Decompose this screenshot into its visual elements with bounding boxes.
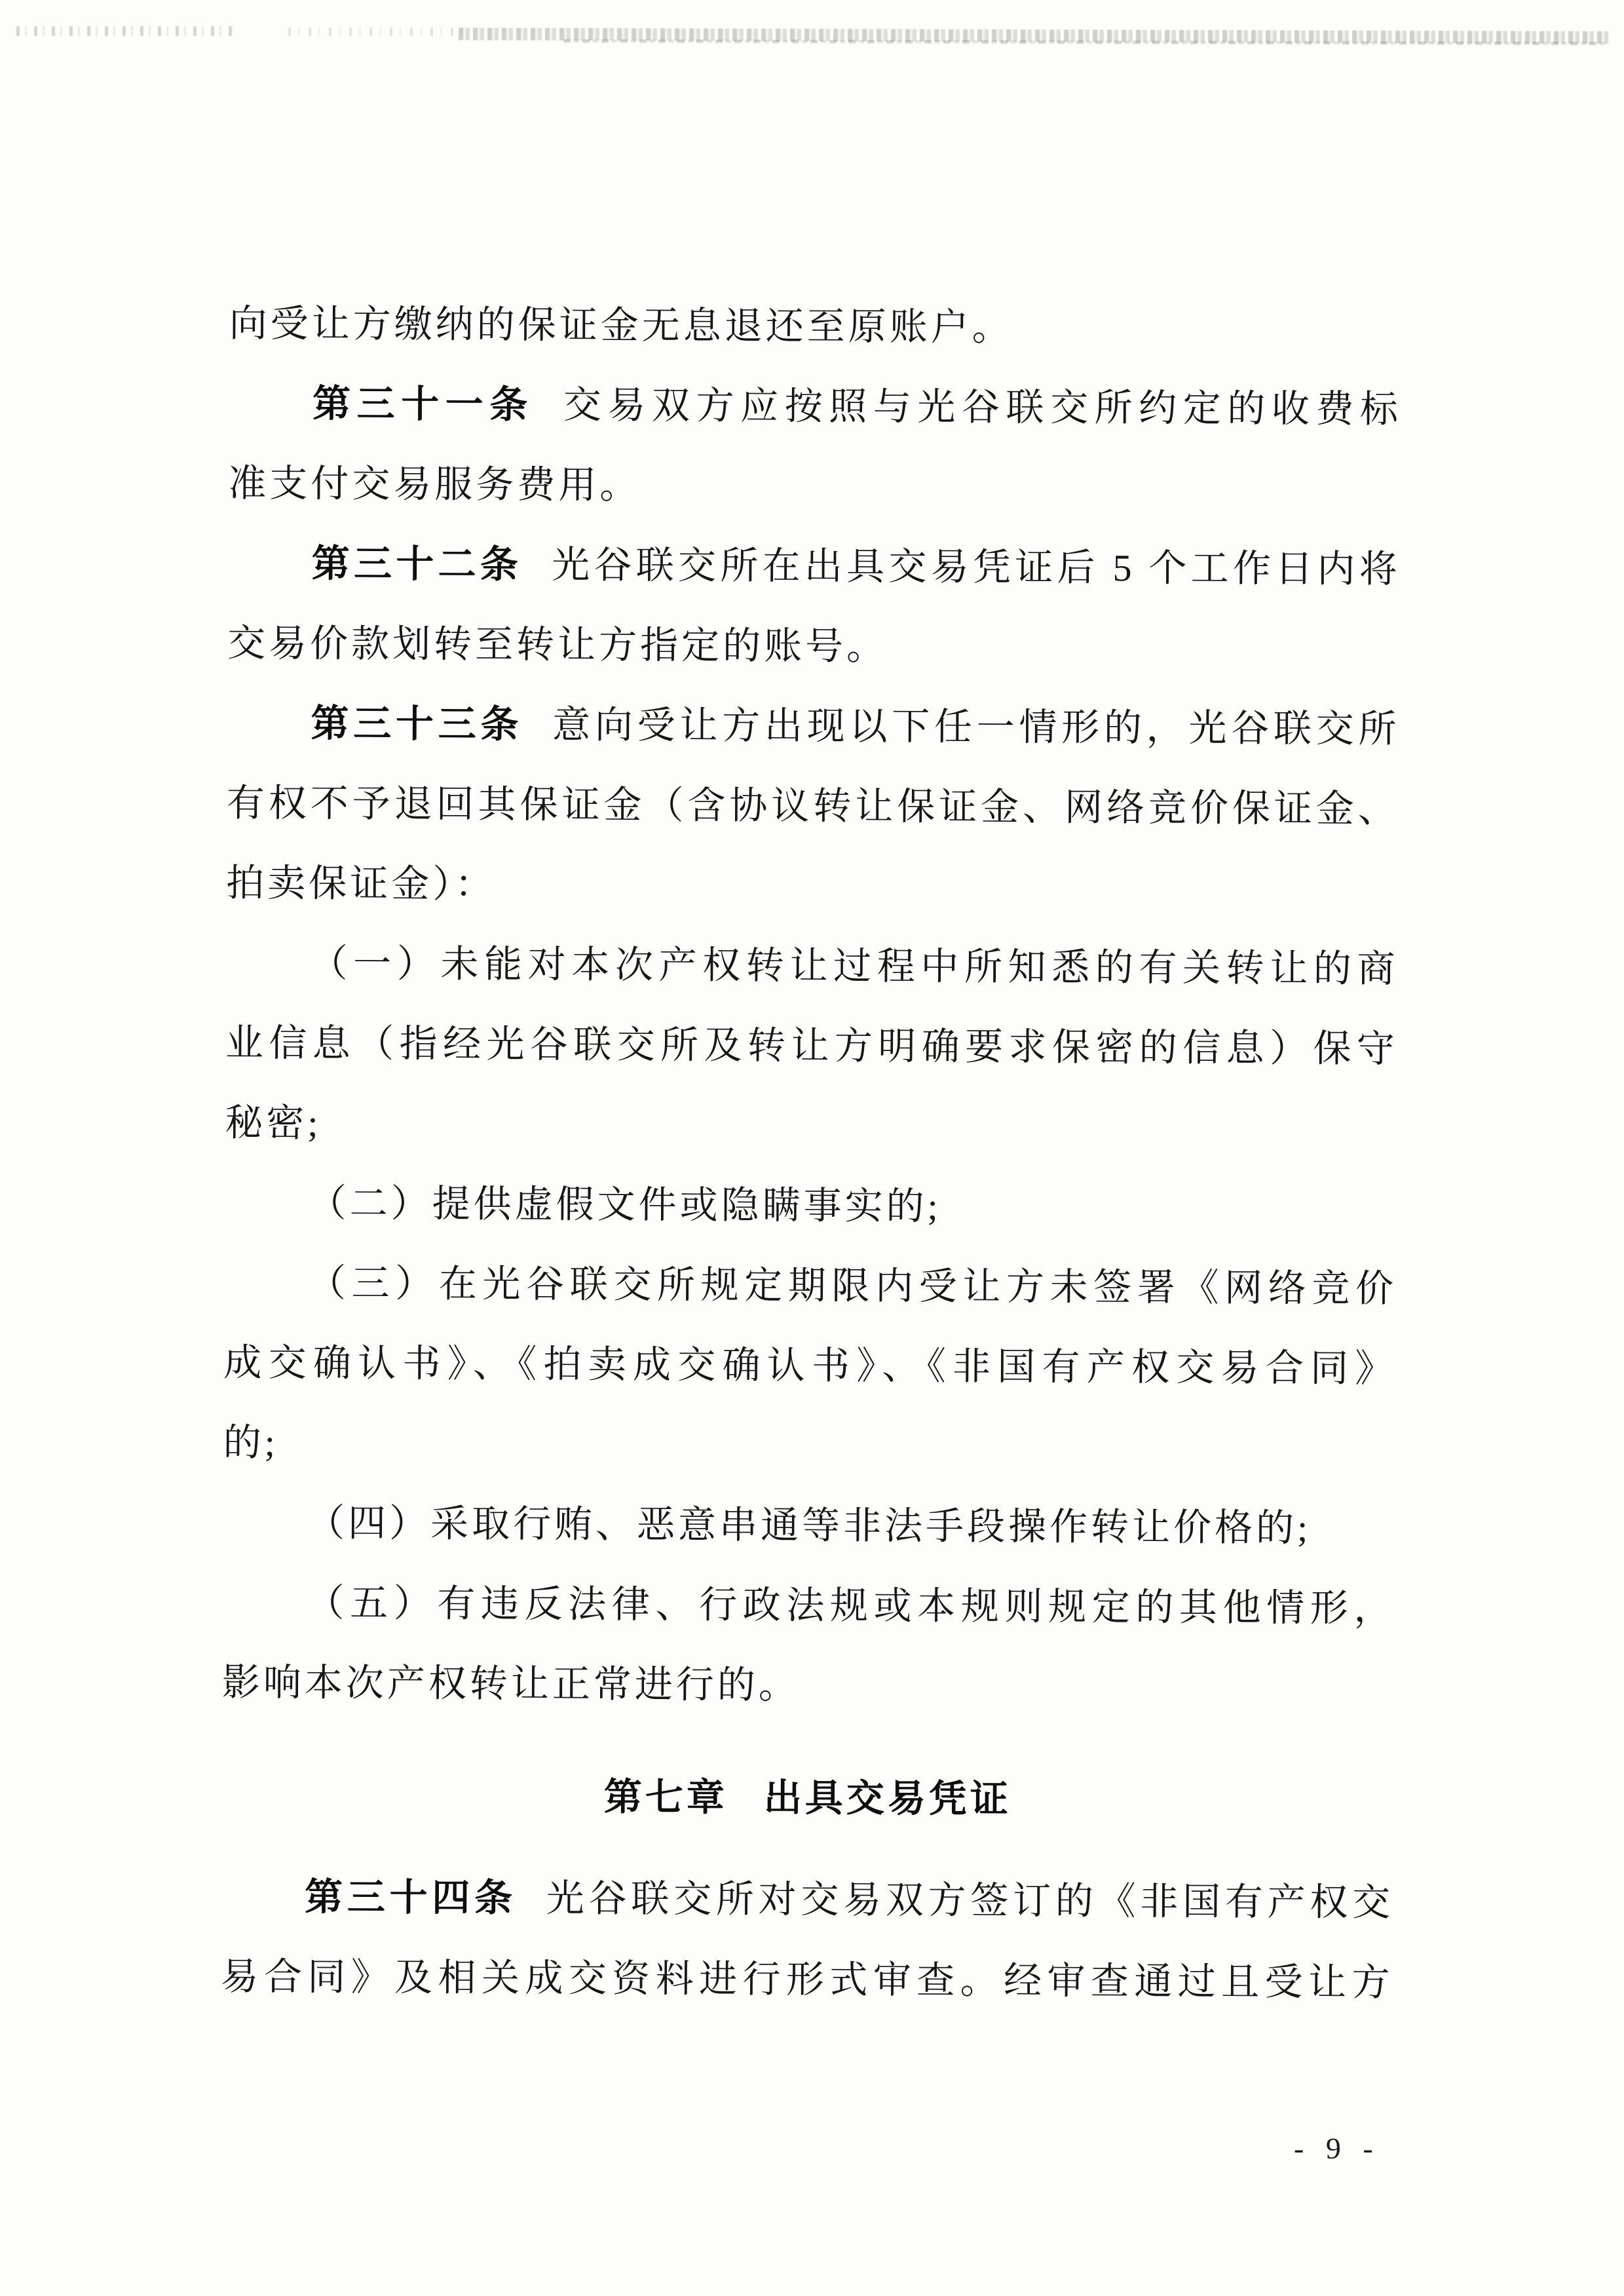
line-text: （二）提供虚假文件或隐瞒事实的; xyxy=(308,1181,941,1228)
line-text: 秘密; xyxy=(225,1101,322,1145)
line-text: 意向受让方出现以下任一情形的，光谷联交所 xyxy=(552,703,1400,751)
line-text: 业信息（指经光谷联交所及转让方明确要求保密的信息）保守 xyxy=(225,1021,1399,1071)
line-text: 易合同》及相关成交资料进行形式审查。经审查通过且受让方 xyxy=(220,1955,1393,2004)
line-text: （三）在光谷联交所规定期限内受让方未签署《网络竞价 xyxy=(307,1261,1397,1311)
line-text: 准支付交易服务费用。 xyxy=(228,461,641,507)
chapter-title: 出具交易凭证 xyxy=(763,1776,1012,1821)
article-number: 第三十二条 xyxy=(311,542,523,586)
text-line xyxy=(222,1563,1395,1649)
text-line xyxy=(226,843,1399,929)
chapter-heading xyxy=(221,1755,1395,1841)
line-text: 向受让方缴纳的保证金无息退还至原账户。 xyxy=(229,301,1013,349)
text-line xyxy=(227,603,1401,689)
line-text: 有权不予退回其保证金（含协议转让保证金、网络竞价保证金、 xyxy=(226,781,1399,831)
line-text: 交易价款划转至转让方指定的账号。 xyxy=(227,621,888,668)
article-start-line xyxy=(227,683,1400,769)
scan-noise-artifact xyxy=(16,26,236,36)
chapter-number: 第七章 xyxy=(603,1776,728,1820)
article-start-line xyxy=(227,524,1401,609)
scan-noise-artifact xyxy=(288,28,465,36)
text-line xyxy=(224,1243,1397,1329)
article-number: 第三十三条 xyxy=(311,702,523,746)
text-line xyxy=(225,923,1399,1009)
article-start-line xyxy=(229,364,1402,450)
line-text: 光谷联交所对交易双方签订的《非国有产权交 xyxy=(546,1877,1394,1924)
line-text: 光谷联交所在出具交易凭证后 5 个工作日内将 xyxy=(551,543,1401,591)
line-text: （四）采取行贿、恶意串通等非法手段操作转让价格的; xyxy=(306,1501,1312,1550)
text-line xyxy=(222,1643,1395,1729)
text-line xyxy=(220,1937,1393,2023)
line-text: 拍卖保证金）： xyxy=(226,861,497,906)
text-line xyxy=(225,1083,1398,1169)
scan-noise-artifact xyxy=(563,39,1605,45)
text-line xyxy=(223,1403,1396,1489)
line-text: 成交确认书》、《拍卖成交确认书》、《非国有产权交易合同》 xyxy=(223,1341,1397,1390)
text-line xyxy=(229,284,1402,370)
article-start-line xyxy=(221,1857,1394,1943)
text-line xyxy=(223,1483,1396,1569)
text-line xyxy=(223,1323,1397,1409)
text-line xyxy=(227,763,1400,849)
text-line xyxy=(225,1003,1399,1089)
article-number: 第三十一条 xyxy=(312,382,535,427)
text-line xyxy=(224,1163,1397,1249)
document-body xyxy=(220,284,1402,2023)
line-text: 交易双方应按照与光谷联交所约定的收费标 xyxy=(563,383,1402,431)
article-number: 第三十四条 xyxy=(304,1875,518,1920)
text-line xyxy=(228,444,1401,529)
scan-noise-artifact xyxy=(459,28,1608,44)
page-number: - 9 - xyxy=(1294,2132,1380,2165)
line-text: （五）有违反法律、行政法规或本规则规定的其他情形， xyxy=(306,1581,1395,1630)
line-text: 影响本次产权转让正常进行的。 xyxy=(221,1660,800,1707)
line-text: （一）未能对本次产权转让过程中所知悉的有关转让的商 xyxy=(309,942,1399,991)
line-text: 的; xyxy=(223,1421,279,1464)
